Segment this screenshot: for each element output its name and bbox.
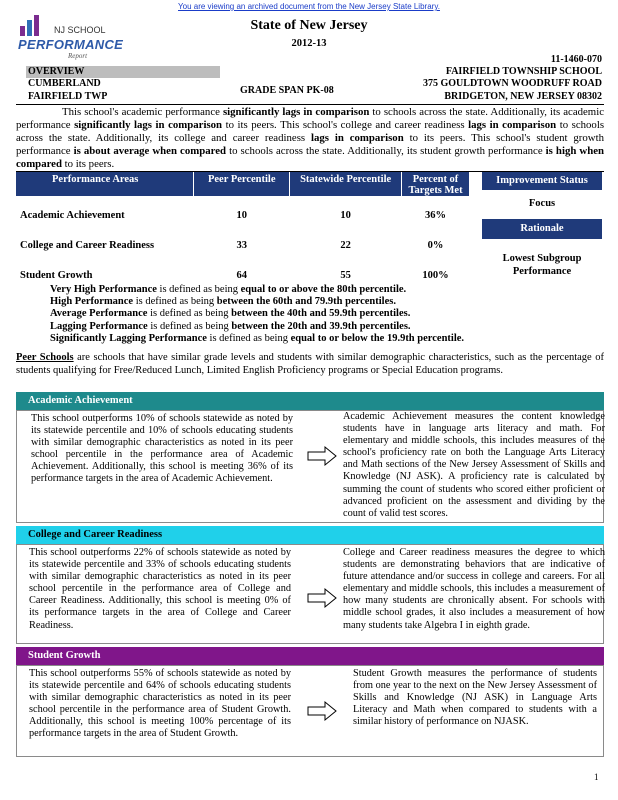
- grade-span: GRADE SPAN PK-08: [240, 85, 334, 96]
- improvement-status-label: Improvement Status: [482, 172, 602, 190]
- row-targets: 0%: [427, 240, 444, 251]
- row-statewide: 55: [340, 270, 351, 281]
- row-area: Student Growth: [20, 270, 93, 281]
- definition-item: Lagging Performance is defined as being between the 20th and 39.9th percentiles.: [50, 320, 411, 332]
- header-peer-percentile: Peer Percentile: [194, 172, 290, 196]
- academic-achievement-header: Academic Achievement: [16, 392, 604, 410]
- district-name: FAIRFIELD TWP: [28, 91, 108, 102]
- improvement-status-value: Focus: [528, 198, 556, 209]
- archive-notice-link[interactable]: You are viewing an archived document from the New Jersey State Library.: [178, 2, 440, 11]
- table-row: [16, 196, 470, 222]
- school-code: 11-1460-070: [550, 54, 602, 65]
- row-targets: 100%: [422, 270, 449, 281]
- header-performance-areas: Performance Areas: [16, 172, 194, 196]
- student-growth-section: [16, 665, 604, 757]
- peer-schools-paragraph: Peer Schools are schools that have similar grade levels and students with similar demographic characteristics, such as the percentage of students qualifying for Free/Reduced Lunch, Limited English Proficiency programs or Special Education programs.: [16, 352, 604, 376]
- page-number: 1: [594, 772, 599, 782]
- arrow-right-icon: [307, 587, 337, 609]
- row-area: College and Career Readiness: [20, 240, 155, 251]
- summary-paragraph: This school's academic performance significantly lags in comparison to schools across the state. Additionally, its academic performance significantly lags in comparison to its peers. This school's college and career readiness lags in comparison to schools across the state. Additionally, its college and career readiness lags in comparison to its peers. This school's student growth performance is about average when compared to schools across the state. Additionally, its student growth performance is high when compared to its peers.: [16, 106, 605, 170]
- header-divider: [16, 104, 604, 105]
- row-peer: 64: [236, 270, 247, 281]
- table-row: [16, 252, 470, 282]
- logo-line-3: Report: [68, 52, 88, 60]
- performance-table: [16, 172, 470, 282]
- logo-line-1: NJ SCHOOL: [54, 25, 106, 35]
- row-area: Academic Achievement: [20, 210, 125, 221]
- academic-left-text: This school outperforms 10% of schools statewide as noted by its statewide percentile and 10% of schools educating students with similar demographic characteristics as noted in its peer school percentile in the performance area of Academic Achievement. Additionally, this school is meeting 36% of its performance targets in the area of Academic Achievement.: [31, 413, 293, 485]
- overview-label: OVERVIEW: [26, 66, 220, 78]
- school-city: BRIDGETON, NEW JERSEY 08302: [444, 91, 602, 102]
- definition-item: High Performance is defined as being between the 60th and 79.9th percentiles.: [50, 296, 396, 308]
- rationale-label: Rationale: [482, 219, 602, 239]
- school-year: 2012-13: [291, 38, 327, 49]
- state-title: State of New Jersey: [250, 18, 368, 33]
- growth-left-text: This school outperforms 55% of schools statewide as noted by its statewide percentile and 64% of schools educating students with similar demographic characteristics as noted in its peer school percentile in the performance area of Student Growth. Additionally, this school is meeting 100% percentage of its performance targets in the area of Student Growth.: [29, 668, 291, 740]
- school-name: FAIRFIELD TOWNSHIP SCHOOL: [445, 66, 602, 77]
- rationale-value: Lowest Subgroup Performance: [502, 253, 582, 277]
- table-header-row: [16, 172, 470, 196]
- student-growth-header: Student Growth: [16, 647, 604, 665]
- row-statewide: 22: [340, 240, 351, 251]
- row-peer: 33: [236, 240, 247, 251]
- arrow-right-icon: [307, 445, 337, 467]
- logo-line-2: PERFORMANCE: [18, 37, 124, 52]
- college-career-header: College and Career Readiness: [16, 526, 604, 544]
- definition-item: Significantly Lagging Performance is defined as being equal to or below the 19.9th percentile.: [50, 332, 465, 344]
- row-peer: 10: [236, 210, 247, 221]
- peer-schools-term: Peer Schools: [16, 352, 74, 363]
- college-career-section: [16, 544, 604, 644]
- school-address: 375 GOULDTOWN WOODRUFF ROAD: [423, 78, 602, 89]
- academic-achievement-section: [16, 410, 604, 523]
- definition-item: Very High Performance is defined as being equal to or above the 80th percentile.: [50, 284, 407, 295]
- county-name: CUMBERLAND: [28, 78, 101, 89]
- college-left-text: This school outperforms 22% of schools statewide as noted by its statewide percentile and 33% of schools educating students with similar demographic characteristics as noted in its peer school percentile in the performance area of College and Career Readiness. Additionally, this school is meeting 0% of its performance targets in the area of College and Career Readiness.: [29, 547, 291, 631]
- row-statewide: 10: [340, 210, 351, 221]
- definition-item: Average Performance is defined as being between the 40th and 59.9th percentiles.: [50, 308, 411, 320]
- growth-right-text: Student Growth measures the performance of students from one year to the next on the New Jersey Assessment of Skills and Knowledge (NJ ASK) in Language Arts Literacy and Math when compared to students with a similar history of performance on NJASK.: [353, 668, 597, 728]
- arrow-right-icon: [307, 700, 337, 722]
- row-targets: 36%: [425, 210, 447, 221]
- header-percent-targets-met: Percent of Targets Met: [402, 172, 470, 196]
- college-right-text: College and Career readiness measures the degree to which students are demonstrating behaviors that are indicative of future attendance and/or success in college and careers. For all elementary and middle schools, this includes a measurement of how many students are chronically absent. For schools with middle school grades, it also includes a measurement of how many students take Algebra I in eighth grade.: [343, 547, 605, 631]
- performance-definitions: [50, 284, 464, 345]
- header-statewide-percentile: Statewide Percentile: [290, 172, 402, 196]
- table-row: [16, 222, 470, 252]
- academic-right-text: Academic Achievement measures the content knowledge students have in language arts literacy and math. For elementary and middle schools, this includes measures of the school's proficiency rate on both the Language Arts Literacy and Math sections of the New Jersey Assessment of Skills and Knowledge (NJ ASK). A proficiency rate is calculated by summing the count of students who scored either proficient or advanced proficient on the assessment and dividing by the count of valid test scores.: [343, 411, 605, 519]
